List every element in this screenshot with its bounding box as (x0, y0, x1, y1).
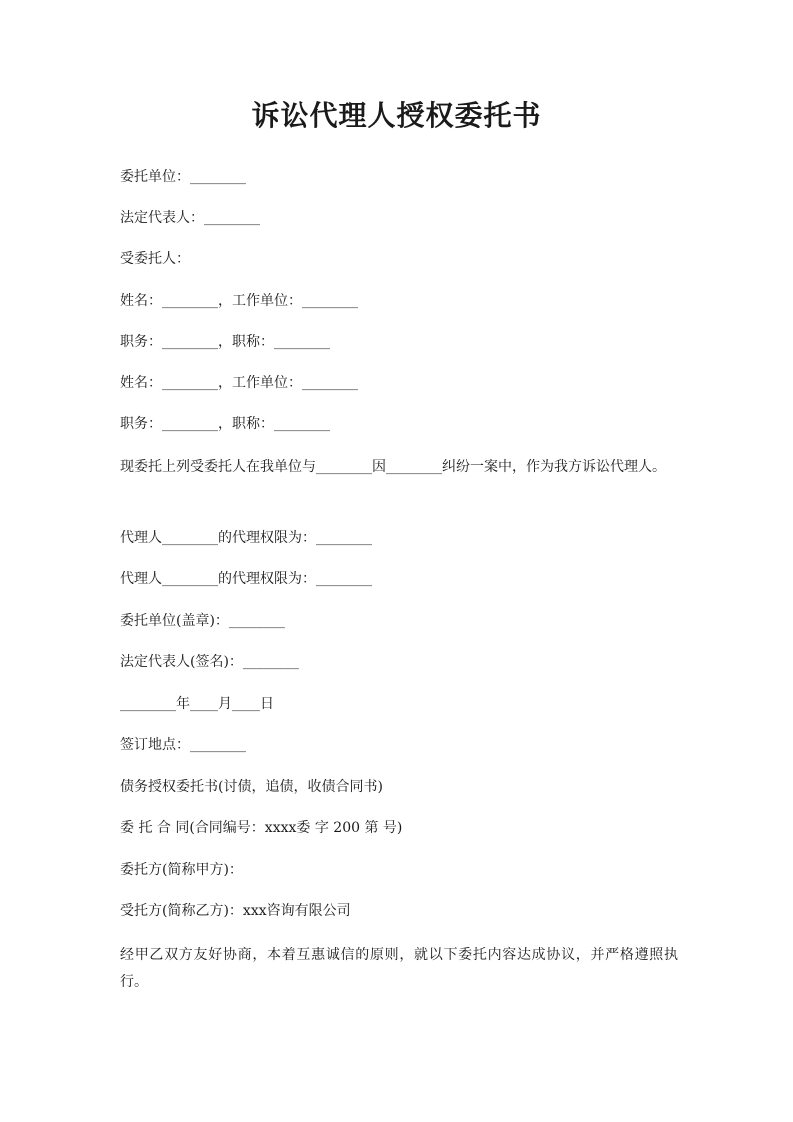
agreement-statement: 经甲乙双方友好协商，本着互惠诚信的原则，就以下委托内容达成协议，并严格遵照执行。 (120, 947, 678, 990)
representative-signature-line: 法定代表人(签名)：________ (120, 654, 299, 670)
document-title: 诉讼代理人授权委托书 (251, 99, 542, 132)
agent-2-name-line: 姓名：________，工作单位：________ (120, 375, 358, 391)
entrusting-unit-line: 委托单位：________ (120, 169, 246, 185)
contract-number-line: 委 托 合 同(合同编号：xxxx委 字 200 第 号) (120, 820, 403, 836)
agent-1-authority-line: 代理人________的代理权限为：________ (120, 530, 372, 546)
date-line: ________年____月____日 (120, 696, 274, 712)
party-b-line: 受托方(简称乙方)：xxx咨询有限公司 (120, 903, 351, 919)
agent-2-position-line: 职务：________，职称：________ (120, 416, 330, 432)
entrustment-statement: 现委托上列受委托人在我单位与________因________纠纷一案中，作为我方诉讼代理人。 (120, 459, 666, 475)
party-a-line: 委托方(简称甲方)： (120, 862, 243, 878)
legal-representative-line: 法定代表人：________ (120, 210, 260, 226)
agent-2-authority-line: 代理人________的代理权限为：________ (120, 571, 372, 587)
agent-1-name-line: 姓名：________，工作单位：________ (120, 293, 358, 309)
signing-place-line: 签订地点：________ (120, 737, 246, 753)
entrusted-persons-heading: 受委托人： (120, 251, 190, 267)
agent-1-position-line: 职务：________，职称：________ (120, 334, 330, 350)
debt-authorization-heading: 债务授权委托书(讨债，追债，收债合同书) (120, 779, 383, 795)
unit-seal-line: 委托单位(盖章)：________ (120, 613, 285, 629)
